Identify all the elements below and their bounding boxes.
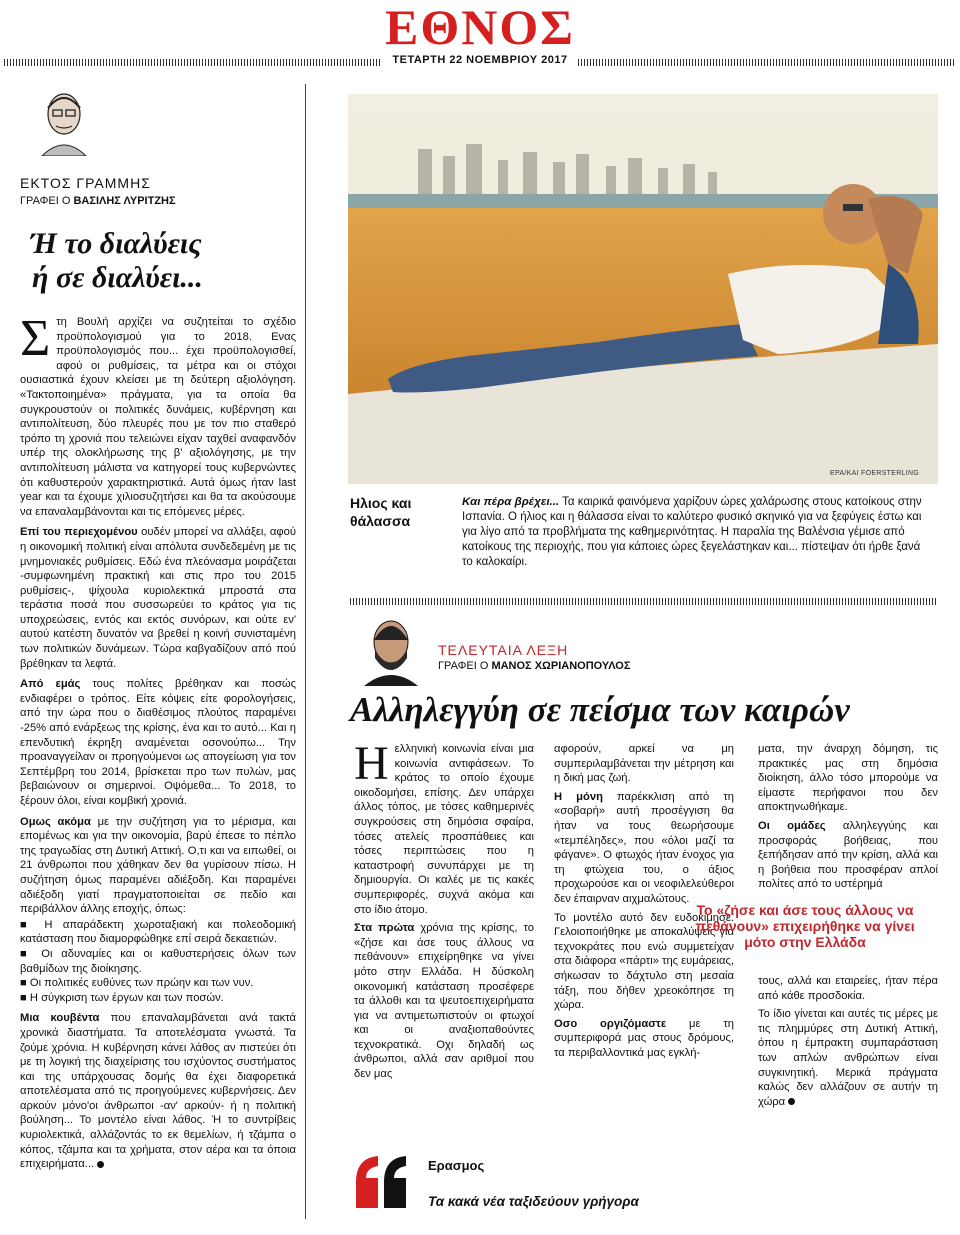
column-kicker: ΕΚΤΟΣ ΓΡΑΜΜΗΣ [20,175,151,191]
byline-author: ΜΑΝΟΣ ΧΩΡΙΑΝΟΠΟΥΛΟΣ [491,660,631,672]
paragraph: Στα πρώτα χρόνια της κρίσης, το «ζήσε και άσε τους άλλους να πεθάνουν» επιχείρηθηκε να γίνει μότο στην Ελλάδα. Η δύσκολη οικονομική κατάσταση προσέφερε τα άλλοθι και τα ψευτοεπιχειρήματα για να αντιμετωπιστούν οι φτωχοί και οι αναξιοπαθούντες τεχνοκρατικά. Οχι δηλαδή ως άνθρωποι, αλλά σαν αριθμοί που δεν μας [354,922,534,1081]
photo-caption: Και πέρα βρέχει... Τα καιρικά φαινόμενα χαρίζουν ώρες χαλάρωσης στους κατοίκους στην Ισπανία. Ο ήλιος και η θάλασσα είναι το καλύτερο φυσικό σκηνικό για να ξεφύγεις έστω και για λίγο από τα προβλήματα της καθημερινότητας. Η παραλία της Βαλένσια γέμισε από κατοίκους της περιοχής, που για κάποιες ώρες ξεγελάστηκαν και... πίστεψαν ότι ήρθε ξανά το καλοκαίρι. [462,496,922,568]
photo-title: Ηλιος και θάλασσα [350,495,412,529]
column-title: Ερασμος [428,1158,485,1173]
paragraph: Μια κουβέντα που επαναλαμβάνεται ανά τακτά χρονικά διαστήματα. Τα αποτελέσματα γνωστά. Τα ζούμε χρόνια. Η κυβέρνηση κάνει λάθος αν πιστεύει ότι με τη λογική της διαχείρισης του ισχύοντος συστήματος και της υπάρχουσας δομής θα έχει διαφορετικά αποτελέσματα από τις προηγούμενες κυβερνήσεις. Δεν αρκούν μόνο'οι άνθρωποι -αν' αρκούν- ή η πολιτική βούληση... Το μοντέλο είναι λάθος. Ή το συντρίβεις κυριολεκτικά, αλλάζοντάς το εκ θεμελίων, ή τζάμπα ο κόπος, τζάμπα και τα χρήματα, στον αέρα και τα όποια επιχειρήματα... [20,1012,296,1171]
masthead-rule-right [578,59,956,66]
column-divider [305,84,306,1219]
paragraph: Ομως ακόμα με την συζήτηση για το μέρισμα, και επομένως και για την οικονομία, βαρύ έπεσε το πέπλο της τραγωδίας στη Δυτική Αττική. Ο,τι και να ειπωθεί, οι 21 άνθρωποι που χάθηκαν δεν θα γυρίσουν πίσω. Η συζήτηση όμως παραμένει αδιέξοδη. Και παραμένει αδιέξοδη γιατί πραγματοποιείται σε πεδίο και περιβάλλον άλλης εποχής, όπως: [20,815,296,916]
paragraph: Στη Βουλή αρχίζει να συζητείται το σχέδιο προϋπολογισμού για το 2018. Ενας προϋπολογισμός που... έχει προϋπολογισθεί, αφού οι ρυθμίσεις, τα μέτρα και οι στόχοι ουσιαστικά έχουν κλείσει με τη δεύτερη αξιολόγηση. «Τακτοποιημένα» πράγματα, για τα οποία θα συγκρουστούν οι πολιτικές δυνάμεις, κυβέρνηση και αντιπολίτευση, δύο πλευρές που με τον πιο σταθερό τρόπο τη χρονιά που τελειώνει είχαν ταχθεί αναφανδόν υπέρ της ολοκλήρωσης της β' αξιολόγησης, με την αντιπολίτευση μάλιστα να κατηγορεί τους κυβερνώντες ότι καθυστερούν χαρακτηριστικά. Αυτά όμως ήταν last year και τα έχουμε χιλιοσυζητήσει και θα τα ακούσουμε να επαναλαμβάνονται και τις επόμενες μέρες. [20,310,296,518]
bullet-item: ■ Οι αδυναμίες και οι καθυστερήσεις όλων των βαθμίδων της διοίκησης. [20,947,296,975]
paragraph: Οι ομάδες αλληλεγγύης και προσφοράς βοήθειας, που ξεπήδησαν από την κρίση, αλλά και η βοήθεια που προσφέραν απλοί πολίτες από το υστέρημά [758,819,938,891]
paragraph: Η μόνη παρέκκλιση από τη «σοβαρή» αυτή προσέγγιση θα ήταν να τους θεωρήσουμε «τεμπέληδες», που «όλοι μαζί τα φάγανε». Ο φτωχός ήταν ένοχος για τη φτώχεια του, ο άξιος προχωρούσε και οι νεοφιλελεύθεροι δεν έπαιρναν αιχμαλώτους. [554,790,734,905]
paragraph: Το ίδιο γίνεται και αυτές τις μέρες με τις πλημμύρες στη Δυτική Αττική, όπου η έμπρακτη συμπαράσταση των απλών ανθρώπων είναι συγκινητική. Μερικά πράγματα καλώς δεν αλλάζουν σε αυτήν τη χώρα [758,1008,938,1108]
left-headline-line-2: ή σε διαλύει... [32,261,203,294]
issue-date: ΤΕΤΑΡΤΗ 22 ΝΟΕΜΒΡΙΟΥ 2017 [392,54,568,66]
masthead [0,0,960,78]
article-column-1 [354,737,534,1086]
byline-author: ΒΑΣΙΛΗΣ ΛΥΡΙΤΖΗΣ [73,195,176,207]
main-headline: Αλληλεγγύη σε πείσμα των καιρών [350,690,850,729]
byline-prefix: ΓΡΑΦΕΙ Ο [20,195,71,207]
paragraph: Το μοντέλο αυτό δεν ευδοκίμησε. Γελοιοποιήθηκε με αποκαλύψεις για τεχνοκράτες που ενώ συμμετείχαν στα διάφορα «πάρτι» της ευμάρειας, σήκωσαν το δάχτυλο στη μεσαία τάξη, που δήθεν χρεοκόπησε τη χώρα. [554,911,734,1012]
beach-photo [348,94,938,484]
dropcap: Σ [20,310,51,367]
left-article-body [20,310,297,1172]
left-headline [30,227,296,295]
column-kicker: ΤΕΛΕΥΤΑΙΑ ΛΕΞΗ [438,642,569,658]
byline: ΓΡΑΦΕΙ Ο ΜΑΝΟΣ ΧΩΡΙΑΝΟΠΟΥΛΟΣ [438,660,631,672]
bullet-item: ■ Η σύγκριση των έργων και των ποσών. [20,991,224,1004]
quote-mark-icon [350,1152,412,1214]
paragraph: ματα, την άναρχη δόμηση, τις πρακτικές μας στη δημόσια διοίκηση, άλλο τόσο μπορούμε να είμαστε περήφανοι που δεν αποκτηνωθήκαμε. [758,743,938,814]
photo-credit: EPA/KAI FOERSTERLING [830,470,920,477]
paragraph: Από εμάς τους πολίτες βρέθηκαν και ποσώς ενδιαφέρει ο τρόπος. Είτε κόψεις είτε φορολογήσεις, από την ώρα που ο διαθέσιμος πλούτος παραμένει -25% από ενάρξεως της κρίσης, ένα και το αυτό... Και η επενδυτική έκρηξη αναμένεται οσονούπω... Την προαναγγείλαν οι προηγούμενοι ως απογείωση για τον Σεπτέμβρη του 2014, βρίσκεται προ των πυλών, μας βεβαιώνουν οι σημερινοί. Οψόμεθα... Το 2018, το ξέρουν όλοι, είναι κομβική χρονιά. [20,678,297,807]
byline [20,195,296,207]
masthead-rule-left [4,59,382,66]
bullet-item: ■ Οι πολιτικές ευθύνες των πρώην και των νυν. [20,977,254,990]
columnist-portrait-icon [34,84,94,156]
pull-quote: Το «ζήσε και άσε τους άλλους να πεθάνουν» επιχειρήθηκε να γίνει μότο στην Ελλάδα [695,902,915,950]
left-column [20,84,296,1178]
newspaper-logo: ΕΘΝΟΣ [385,0,575,55]
paragraph: Οσο οργιζόμαστε με τη συμπεριφορά μας στους δρόμους, τα περιβαλλοντικά μας εγκλή- [554,1017,734,1059]
end-mark-icon [788,1098,795,1105]
paragraph: Ηελληνική κοινωνία είναι μια κοινωνία αντιφάσεων. Το κράτος το οποίο έχουμε οικοδομήσει, επίσης. Δεν υπάρχει άλλος τόπος, με τόσες καθημερινές συγκρούσεις στη δημόσια σφαίρα, τόσες ατελείς προσπάθειες και τόσες περιπτώσεις που η καταστροφή συνυπάρχει με τη δημιουργία. Οι καλές με τις κακές συμπεριφορές, συχνά ακόμα και στο ίδιο άτομο. [354,737,534,916]
paragraph: Επί του περιεχομένου ουδέν μπορεί να αλλάξει, αφού η οικονομική πολιτική είναι απόλυτα συνδεδεμένη με τις μνημονιακές ρυθμίσεις. Εδώ ένα πλεόνασμα μοιράζεται -συμφωνημένη πρακτική και στις προ του 2015 ρυθμίσεις-, ψίχουλα κυριολεκτικά μπροστά στα τεράστια ποσά που συσσωρεύει το κράτος για τις υποχρεώσεις, εντός και εκτός συνόρων, και ούτε εν' αυτού κατέστη δυνατόν να βρεθεί η κοινή συνισταμένη των πολιτικών δυνάμεων. Τώρα καβγαδίζουν από πού βρέθηκαν τα λεφτά. [20,526,296,670]
dropcap: Η [354,737,389,790]
column-teaser: Τα κακά νέα ταξιδεύουν γρήγορα [428,1194,639,1209]
end-mark-icon [97,1161,104,1168]
left-headline-line-1: Ή το διαλύεις [30,227,202,260]
paragraph: τους, αλλά και εταιρείες, ήταν πέρα από κάθε προσδοκία. [758,974,938,1002]
paragraph: αφορούν, αρκεί να μη συμπεριλαμβάνεται την μέτρηση και η δική μας ζωή. [554,743,734,785]
bullet-item: ■ Η απαράδεκτη χωροταξιακή και πολεοδομική κατάσταση που διαμορφώθηκε επί σειρά δεκαετιών. [20,918,297,946]
section-divider [350,598,938,605]
columnist-portrait-icon [360,612,422,686]
